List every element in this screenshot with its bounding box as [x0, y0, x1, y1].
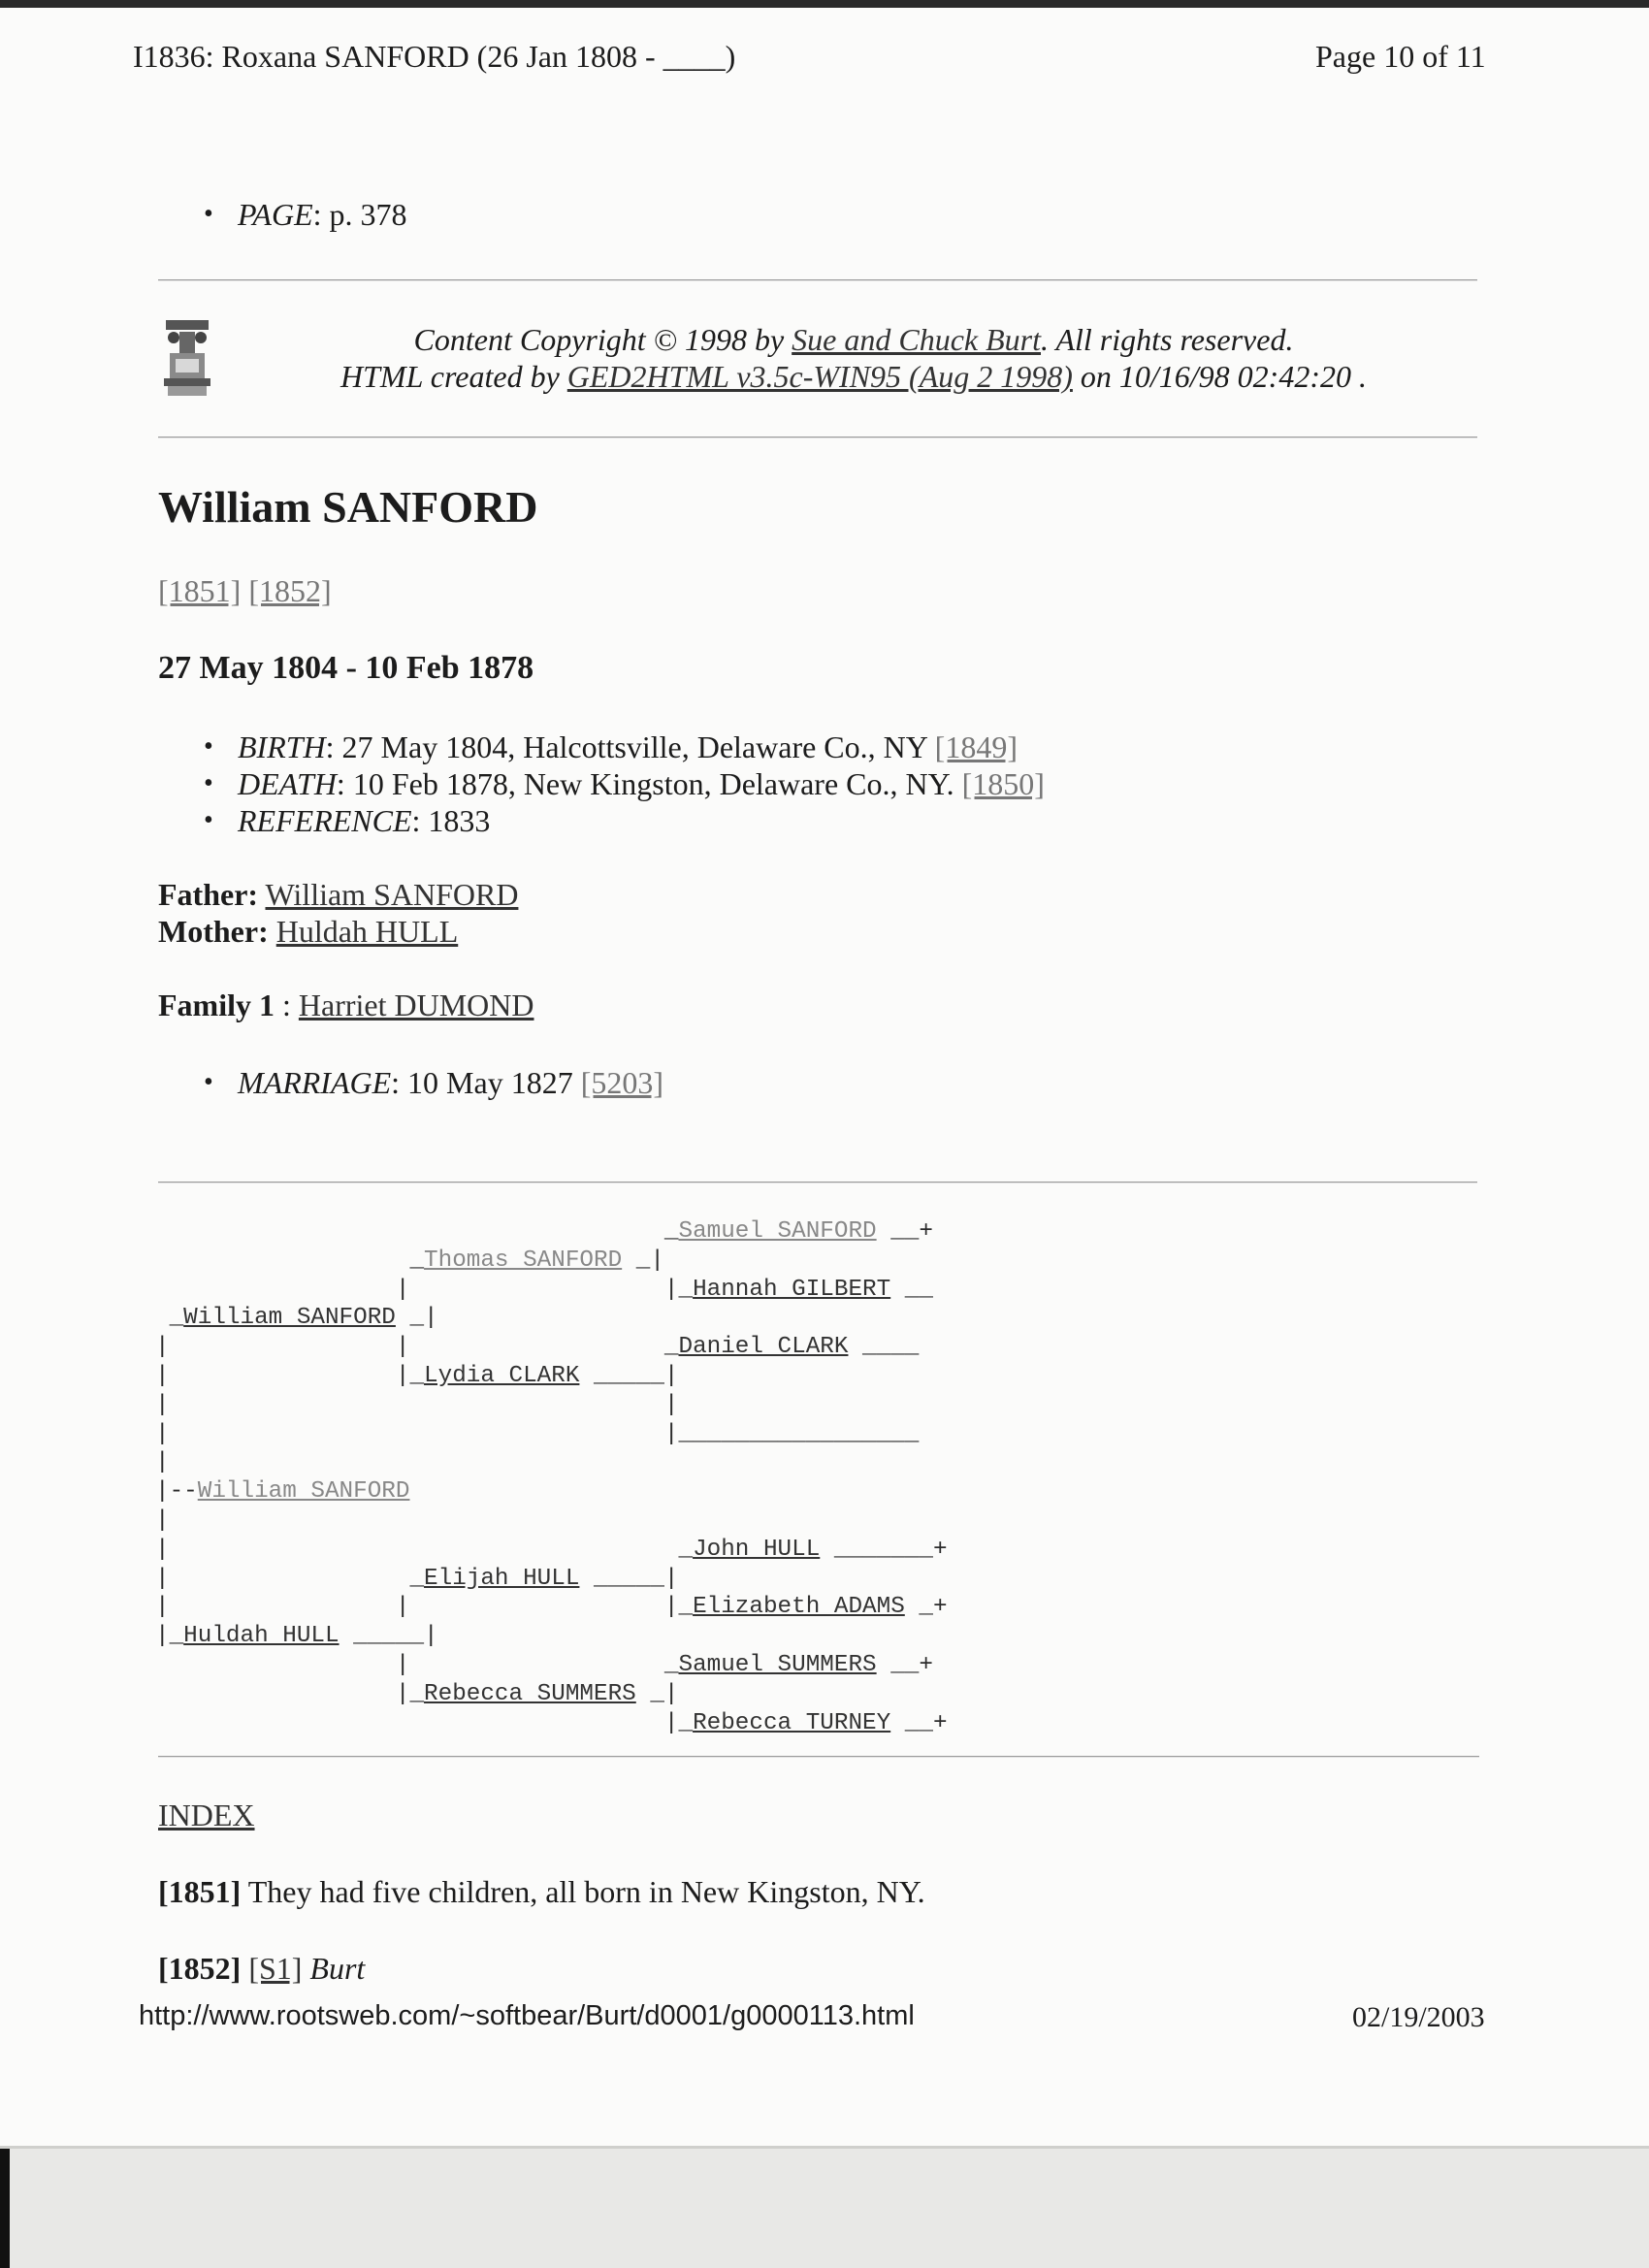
event-text: : 1833 [411, 803, 491, 838]
mother-label: Mother: [158, 914, 269, 949]
pedigree-chart [155, 1217, 948, 1737]
ancestor-name: Lydia CLARK [424, 1362, 580, 1389]
generator-link[interactable]: GED2HTML v3.5c-WIN95 (Aug 2 1998) [566, 359, 1073, 394]
mother-line [158, 913, 518, 950]
tree-row: | [155, 1449, 170, 1476]
index-link[interactable] [158, 1798, 255, 1833]
source-ref-link[interactable]: [5203] [580, 1065, 664, 1100]
generator-suffix: on 10/16/98 02:42:20 . [1072, 359, 1367, 394]
ancestor-name: John HULL [693, 1536, 821, 1563]
note-text: They had five children, all born in New Kingston, NY. [241, 1874, 925, 1909]
print-header-title: I1836: Roxana SANFORD (26 Jan 1808 - ____) [133, 39, 736, 74]
tree-row: _Samuel SANFORD __+ [155, 1218, 933, 1245]
scan-bottom-margin [0, 2149, 1649, 2268]
source-ref-link[interactable]: [1850] [961, 766, 1045, 801]
source-page-list [158, 196, 407, 233]
print-footer-date: 02/19/2003 [1352, 2001, 1485, 2033]
person-refs [158, 573, 332, 609]
event-label: DEATH [238, 766, 337, 801]
copyright-line [223, 321, 1484, 358]
note-1851 [158, 1874, 925, 1910]
father-line [158, 876, 518, 913]
family-label: Family 1 [158, 988, 275, 1022]
event-label: BIRTH [238, 729, 326, 764]
note-text: Burt [302, 1951, 366, 1986]
copyright-notice [223, 321, 1484, 395]
tree-row: | | [155, 1391, 679, 1418]
ancestor-name: Elijah HULL [424, 1565, 580, 1592]
parents-block [158, 876, 518, 950]
tree-row: | _John HULL _______+ [155, 1536, 948, 1563]
scan-top-edge [0, 0, 1649, 8]
scan-left-bar [0, 2149, 10, 2268]
ancestor-name: Samuel SUMMERS [678, 1651, 877, 1678]
tree-row: | |_________________ [155, 1420, 920, 1447]
note-ref: [1851] [158, 1874, 242, 1909]
person-name-heading: William SANFORD [158, 482, 538, 532]
tree-row: | _Elijah HULL _____| [155, 1565, 679, 1592]
tree-row: _Thomas SANFORD _| [155, 1247, 664, 1274]
tree-row: |_Rebecca TURNEY __+ [155, 1709, 948, 1736]
divider [158, 1182, 1477, 1183]
generator-line [223, 358, 1484, 395]
copyright-text-end: . All rights reserved. [1041, 322, 1294, 357]
marriage-event [158, 1064, 663, 1101]
ancestor-link[interactable]: Thomas SANFORD [424, 1247, 623, 1274]
source-ref-link[interactable]: [1849] [934, 729, 1018, 764]
father-label: Father: [158, 877, 259, 912]
marriage-list [158, 1064, 663, 1101]
generator-prefix: HTML created by [340, 359, 567, 394]
index-link-text[interactable]: INDEX [158, 1798, 255, 1832]
father-link[interactable]: William SANFORD [265, 877, 519, 912]
note-ref-link[interactable]: [1851] [158, 573, 242, 608]
note-ref: [1852] [158, 1951, 242, 1986]
note-1852 [158, 1951, 365, 1987]
divider [158, 437, 1477, 438]
print-header-page: Page 10 of 11 [1315, 39, 1486, 74]
spouse-link[interactable]: Harriet DUMOND [298, 988, 534, 1022]
ancestor-link[interactable]: Samuel SANFORD [678, 1218, 877, 1245]
ancestor-name: Daniel CLARK [678, 1334, 849, 1361]
tree-row: |--William SANFORD [155, 1478, 410, 1506]
ancestor-name: Huldah HULL [183, 1623, 340, 1650]
event-text: : 10 May 1827 [391, 1065, 581, 1100]
tree-row: |_Huldah HULL _____| [155, 1623, 438, 1650]
tree-row: | _Samuel SUMMERS __+ [155, 1651, 933, 1678]
reference-event [158, 802, 1045, 839]
divider [158, 1756, 1479, 1758]
event-label: REFERENCE [238, 803, 412, 838]
ancestor-name: Elizabeth ADAMS [693, 1594, 905, 1621]
tree-row: | | _Daniel CLARK ____ [155, 1334, 920, 1361]
family-sep: : [274, 988, 299, 1022]
tree-row: | [155, 1507, 170, 1534]
event-text: : 10 Feb 1878, New Kingston, Delaware Co., NY. [336, 766, 962, 801]
tree-row: | |_Lydia CLARK _____| [155, 1362, 679, 1389]
page-label: PAGE [238, 197, 313, 232]
mother-link[interactable]: Huldah HULL [275, 914, 459, 949]
tree-row: |_Rebecca SUMMERS _| [155, 1680, 679, 1707]
genealogy-crest-icon [158, 316, 216, 400]
subject-link[interactable]: William SANFORD [197, 1478, 410, 1506]
tree-row: | |_Hannah GILBERT __ [155, 1276, 933, 1303]
events-list [158, 729, 1045, 839]
ancestor-name: Rebecca SUMMERS [424, 1680, 636, 1707]
ancestor-name: Rebecca TURNEY [693, 1709, 891, 1736]
tree-row: | | |_Elizabeth ADAMS _+ [155, 1594, 948, 1621]
ancestor-name: William SANFORD [183, 1305, 396, 1332]
copyright-text: Content Copyright © 1998 by [413, 322, 792, 357]
death-event [158, 765, 1045, 802]
source-page-item [158, 196, 407, 233]
author-link[interactable]: Sue and Chuck Burt [792, 322, 1042, 357]
note-ref-link[interactable]: [1852] [248, 573, 332, 608]
divider [158, 279, 1477, 281]
print-footer-url: http://www.rootsweb.com/~softbear/Burt/d0001/g0000113.html [139, 2000, 915, 2031]
source-link[interactable]: [S1] [248, 1951, 303, 1986]
family-line [158, 988, 534, 1023]
tree-row: _William SANFORD _| [155, 1305, 438, 1332]
birth-event [158, 729, 1045, 765]
event-text: : 27 May 1804, Halcottsville, Delaware Co., NY [325, 729, 935, 764]
ancestor-name: Hannah GILBERT [693, 1276, 891, 1303]
life-dates-heading: 27 May 1804 - 10 Feb 1878 [158, 650, 534, 686]
page-value: : p. 378 [312, 197, 407, 232]
event-label: MARRIAGE [238, 1065, 392, 1100]
